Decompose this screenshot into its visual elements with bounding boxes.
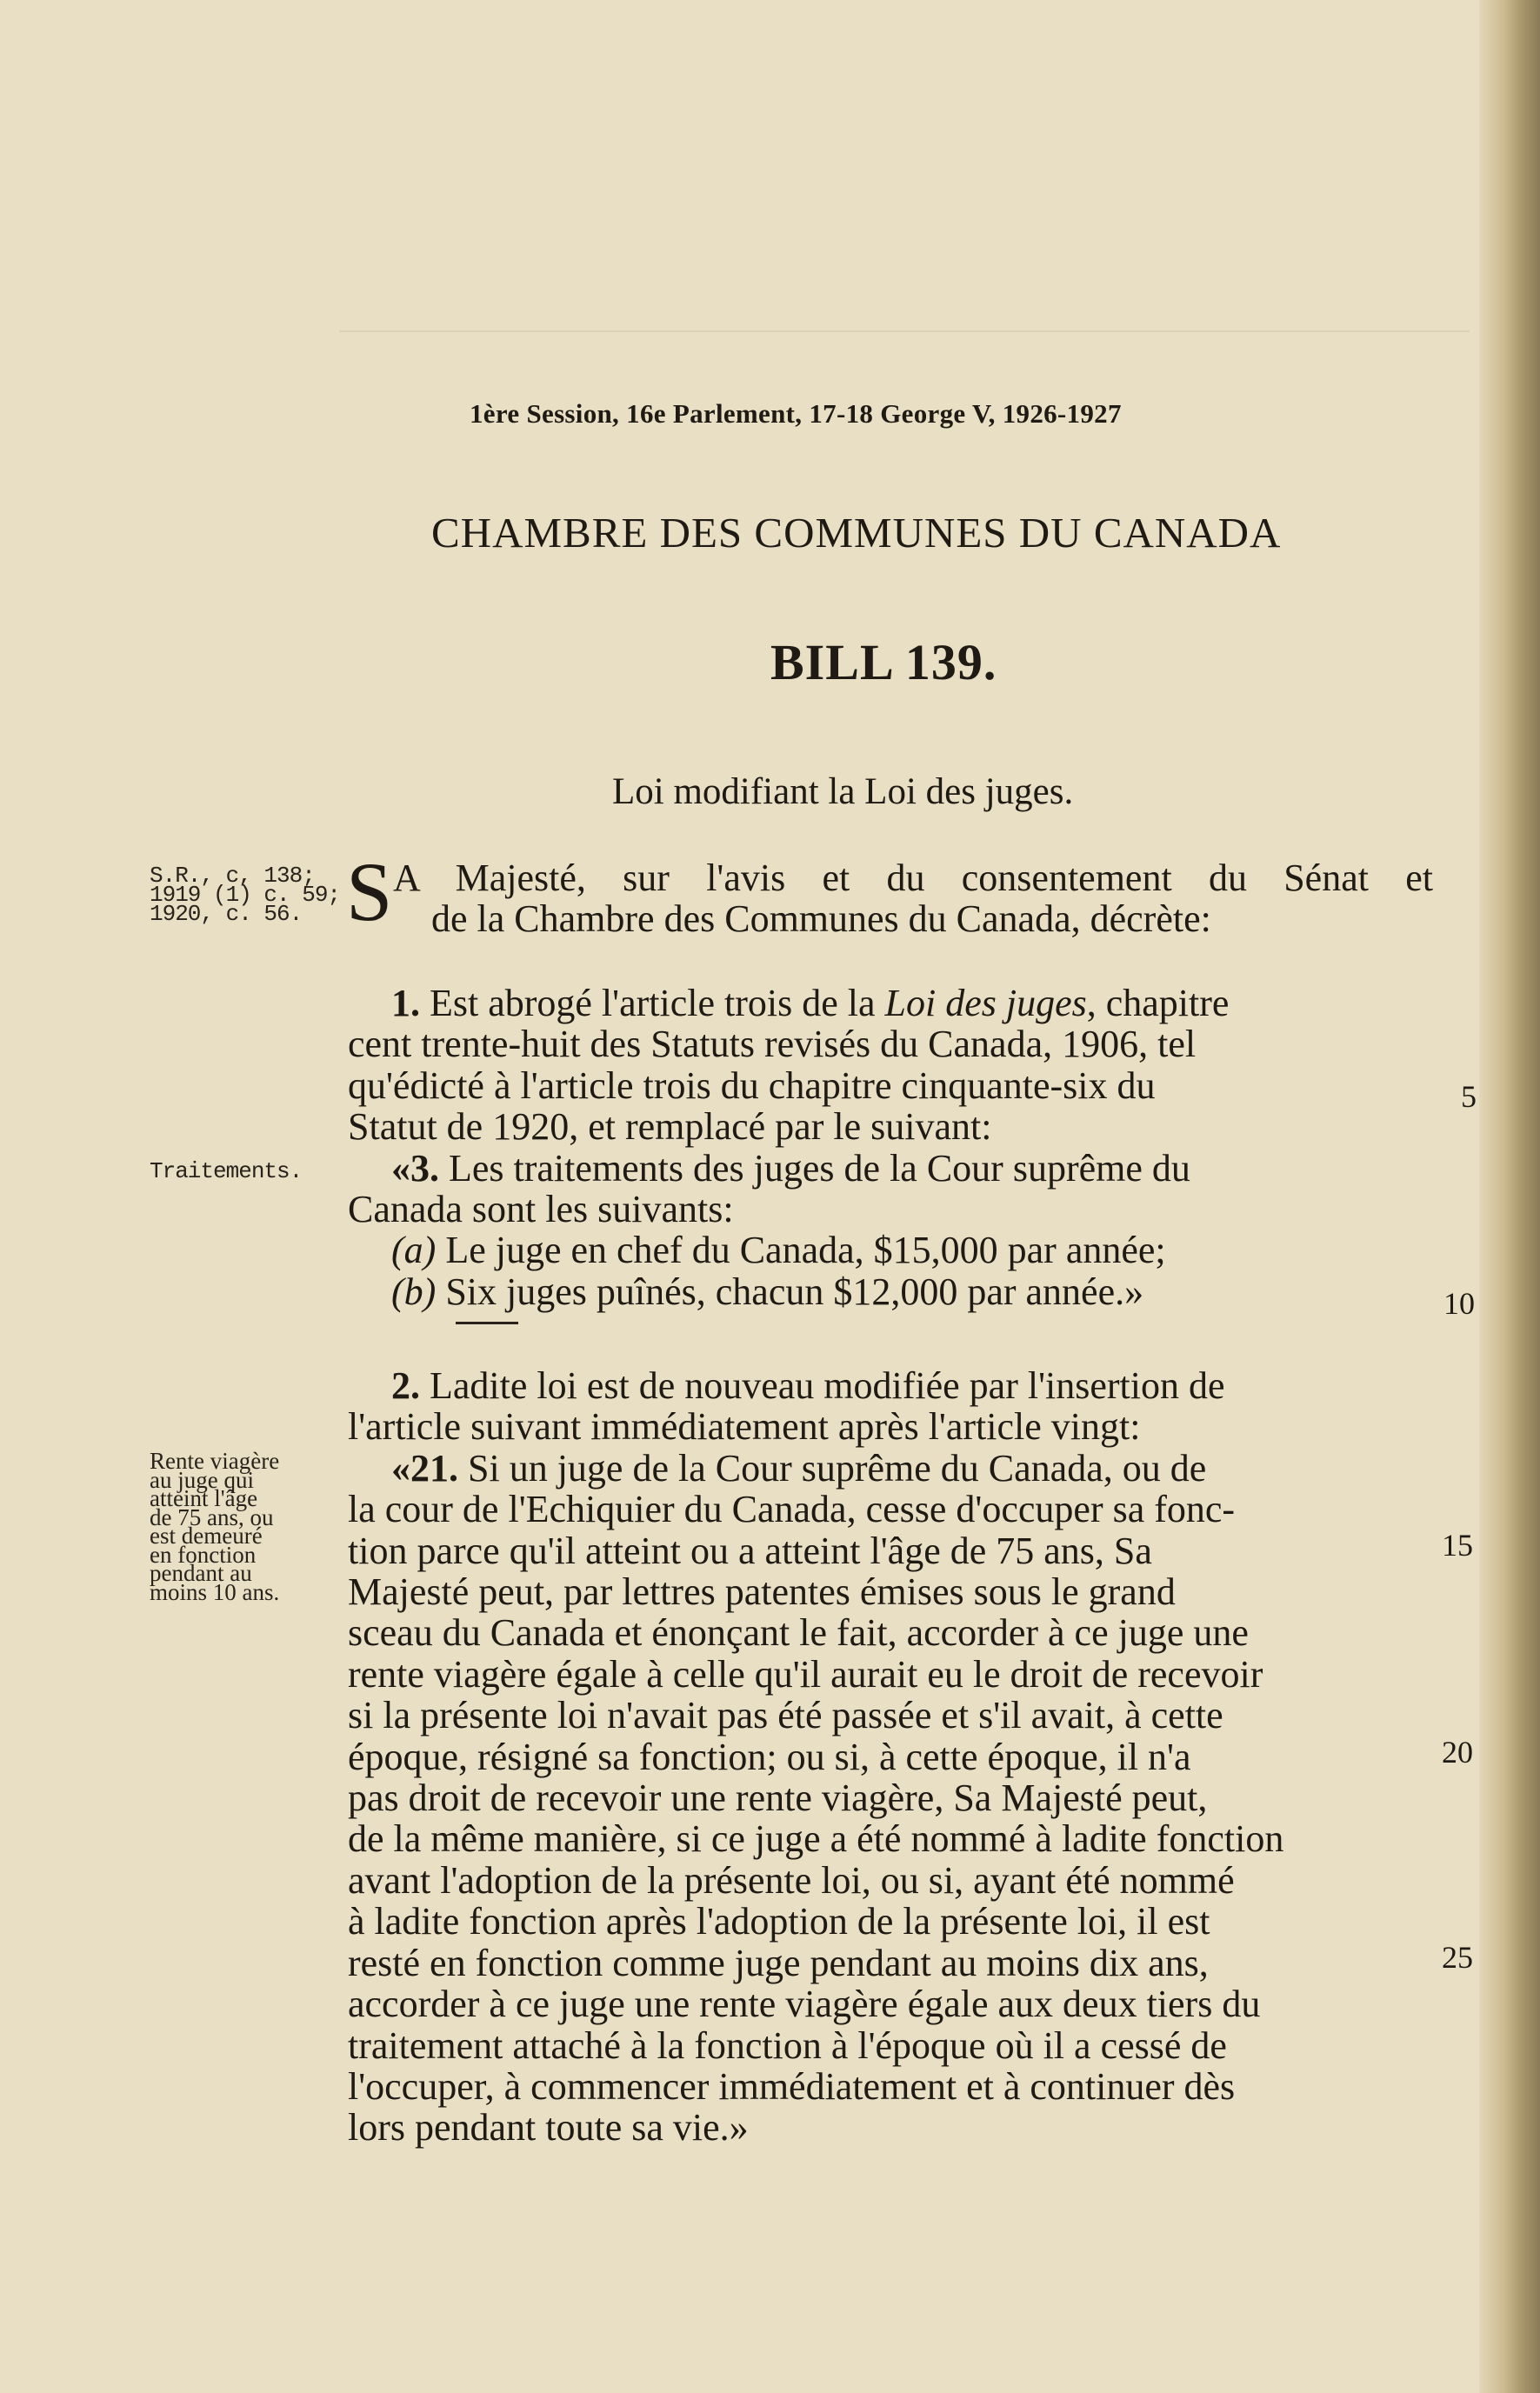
page-edge: [1479, 0, 1540, 2393]
quoted-section-number: «21.: [391, 1446, 458, 1490]
section-2: 2. Ladite loi est de nouveau modifiée par l'insertion de l'article suivant immédiatement après l'article vingt: «21. Si un juge de la Cour suprême du Canada, ou de la cour de l'Echiquier du Canada, cesse d'occuper sa fonc- tion parce qu'il atteint ou a atteint l'âge de 75 ans, Sa Majesté peut, par lettres patentes émises sous le grand sceau du Canada et énonçant le fait, accorder à ce juge une rente viagère égale à celle qu'il aurait eu le droit de recevoir si la présente loi n'avait pas été passée et s'il avait, à cette époque, résigné sa fonction; ou si, à cette époque, il n'a pas droit de recevoir une rente viagère, Sa Majesté peut, de la même manière, si ce juge a été nommé à ladite fonction avant l'adoption de la présente loi, ou si, ayant été nommé à ladite fonction après l'adoption de la présente loi, il est resté en fonction comme juge pendant au moins dix ans, accorder à ce juge une rente viagère égale aux deux tiers du traitement attaché à la fonction à l'époque où il a cessé de l'occuper, à commencer immédiatement et à continuer dès lors pendant toute sa vie.»: [348, 1364, 1284, 2150]
enacting-clause: A Majesté, sur l'avis et du consentement du Sénat et de la Chambre des Communes du Canada, décrète:: [393, 857, 1433, 940]
list-item: (a) Le juge en chef du Canada, $15,000 par année;: [391, 1229, 1166, 1272]
drop-cap: S: [346, 845, 393, 938]
margin-note-annuity: Rente viagère au juge qui atteint l'âge de 75 ans, ou est demeuré en fonction pendant au moins 10 ans.: [150, 1448, 280, 1605]
line-number: 10: [1443, 1286, 1475, 1321]
session-line: 1ère Session, 16e Parlement, 17-18 George V, 1926-1927: [470, 398, 1122, 429]
act-name: Loi des juges: [884, 982, 1087, 1024]
chamber-title: CHAMBRE DES COMMUNES DU CANADA: [431, 509, 1282, 557]
line-number: 5: [1461, 1079, 1477, 1114]
underline-mark: [456, 1322, 518, 1324]
bill-subtitle: Loi modifiant la Loi des juges.: [612, 771, 1074, 812]
line-number: 15: [1442, 1528, 1473, 1563]
section-number: 1.: [391, 982, 420, 1024]
bleed-through-rule: [339, 330, 1470, 332]
quoted-section-number: «3.: [391, 1146, 439, 1190]
bill-title: BILL 139.: [770, 634, 997, 690]
section-1: 1. Est abrogé l'article trois de la Loi des juges, chapitre cent trente-huit des Statuts revisés du Canada, 1906, tel qu'édicté à l'article trois du chapitre cinquante-six du Statut de 1920, et remplacé par le suivant: «3. Les traitements des juges de la Cour suprême du Canada sont les suivants: (a) Le juge en chef du Canada, $15,000 par année; (b) Six juges puînés, chacun $12,000 par année.»: [348, 983, 1435, 1312]
margin-note-statutes: S.R., c, 138; 1919 (1) c. 59; 1920, c. 56.: [150, 863, 341, 927]
margin-note-salaries: Traitements.: [150, 1158, 303, 1184]
section-number: 2.: [391, 1364, 420, 1407]
line-number: 25: [1442, 1940, 1473, 1975]
line-number: 20: [1442, 1735, 1473, 1770]
list-item: (b) Six juges puînés, chacun $12,000 par année.»: [391, 1270, 1144, 1313]
